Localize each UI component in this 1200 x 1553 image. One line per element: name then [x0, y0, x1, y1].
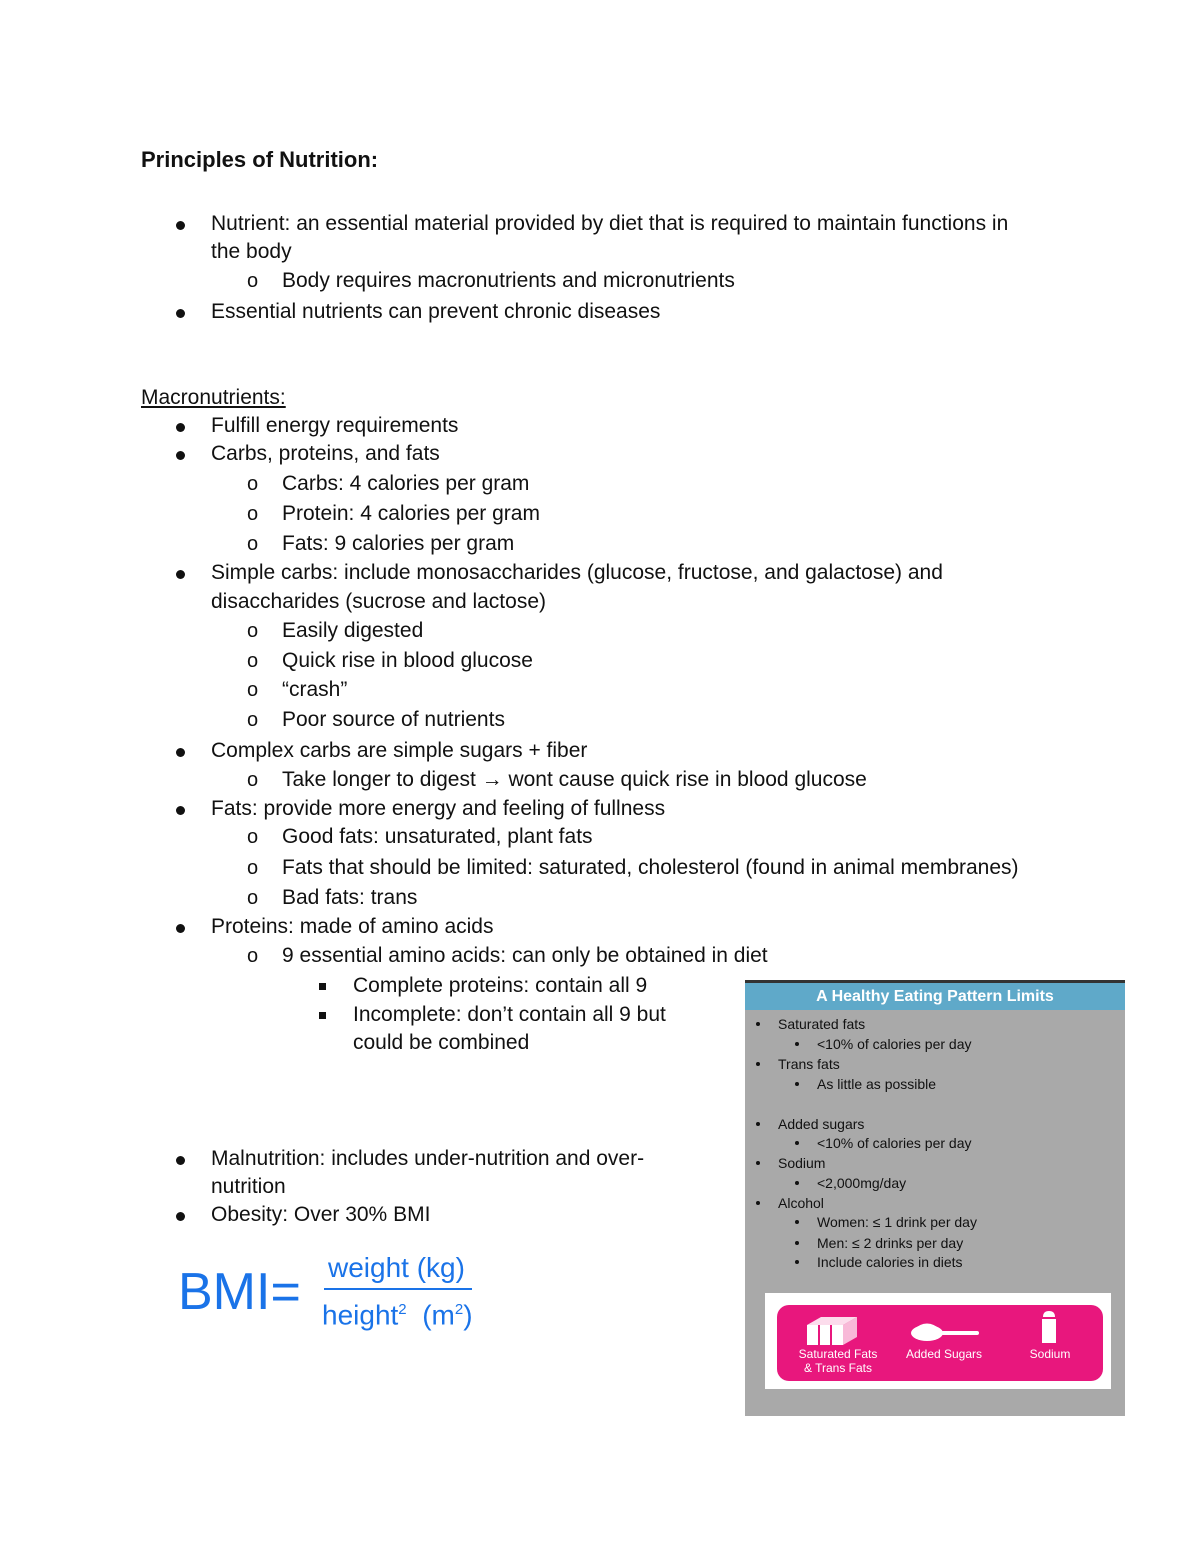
list-item: Obesity: Over 30% BMI	[211, 1203, 431, 1226]
panel-subitem: Women: ≤ 1 drink per day	[817, 1214, 977, 1230]
list-item: Fulfill energy requirements	[211, 414, 459, 437]
sub-bullet: o	[247, 270, 259, 292]
list-item: Fats: provide more energy and feeling of fullness	[211, 797, 666, 820]
bullet-dot	[795, 1181, 799, 1185]
bmi-den-unit-exp: 2	[454, 1301, 464, 1318]
bullet-dot	[795, 1141, 799, 1145]
sub-bullet: o	[247, 679, 259, 701]
bullet-dot	[756, 1062, 760, 1066]
limits-icon-bar	[777, 1305, 1103, 1381]
panel-subitem: <10% of calories per day	[817, 1135, 972, 1151]
list-item: Quick rise in blood glucose	[282, 649, 533, 672]
panel-subitem: As little as possible	[817, 1076, 937, 1092]
panel-subitem: Include calories in diets	[817, 1254, 963, 1270]
bullet-dot	[176, 924, 185, 933]
list-item: Carbs: 4 calories per gram	[282, 472, 530, 495]
list-item: Incomplete: don’t contain all 9 but	[353, 1003, 666, 1026]
list-item: Complete proteins: contain all 9	[353, 974, 648, 997]
sugar-spoon-icon	[909, 1319, 981, 1343]
icon-label-saturated-1: Saturated Fats	[798, 1347, 878, 1361]
butter-icon	[803, 1315, 867, 1347]
list-item: Proteins: made of amino acids	[211, 915, 494, 938]
bullet-dot	[176, 570, 185, 579]
bullet-dot	[795, 1241, 799, 1245]
panel-item: Added sugars	[778, 1116, 865, 1132]
sub-bullet: o	[247, 857, 259, 879]
bmi-denominator	[322, 1292, 473, 1333]
bmi-den-word: height	[322, 1299, 399, 1331]
list-item: Carbs, proteins, and fats	[211, 442, 440, 465]
list-item: Complex carbs are simple sugars + fiber	[211, 739, 588, 762]
sub-bullet: o	[247, 945, 259, 967]
icon-label-sodium: Sodium	[1029, 1347, 1071, 1361]
panel-subitem: <10% of calories per day	[817, 1036, 972, 1052]
list-item: Simple carbs: include monosaccharides (glucose, fructose, and galactose) and	[211, 561, 943, 584]
list-item: Good fats: unsaturated, plant fats	[282, 825, 593, 848]
bmi-den-unit-a: (m	[422, 1299, 455, 1331]
panel-heading: A Healthy Eating Pattern Limits	[745, 983, 1125, 1010]
icon-frame	[765, 1293, 1111, 1389]
list-item-nutrient: Nutrient: an essential material provided by diet that is required to maintain functions in	[211, 212, 1009, 235]
bullet-dot	[176, 423, 185, 432]
list-item-macro-micro: Body requires macronutrients and micronutrients	[282, 269, 735, 292]
sub-bullet: o	[247, 503, 259, 525]
bullet-dot	[176, 1212, 185, 1221]
panel-subitem: Men: ≤ 2 drinks per day	[817, 1235, 964, 1251]
sub-bullet: o	[247, 709, 259, 731]
panel-item: Sodium	[778, 1155, 826, 1171]
bullet-dot	[756, 1022, 760, 1026]
page-title: Principles of Nutrition:	[141, 147, 379, 172]
list-item: Fats: 9 calories per gram	[282, 532, 515, 555]
bullet-dot	[176, 309, 185, 318]
sub-bullet: o	[247, 620, 259, 642]
list-item: disaccharides (sucrose and lactose)	[211, 590, 546, 613]
list-item: nutrition	[211, 1175, 286, 1198]
bmi-numerator: weight (kg)	[328, 1252, 465, 1283]
bullet-dot	[795, 1220, 799, 1224]
list-item-essential: Essential nutrients can prevent chronic diseases	[211, 300, 661, 323]
list-item: Poor source of nutrients	[282, 708, 505, 731]
bullet-dot	[176, 221, 185, 230]
bullet-dot	[795, 1082, 799, 1086]
bullet-dot	[795, 1042, 799, 1046]
list-item-nutrient-cont: the body	[211, 240, 292, 263]
salt-shaker-icon	[1039, 1309, 1059, 1345]
sub-bullet: o	[247, 533, 259, 555]
list-item: Take longer to digest → wont cause quick rise in blood glucose	[282, 768, 867, 791]
bullet-dot	[756, 1122, 760, 1126]
list-item: 9 essential amino acids: can only be obtained in diet	[282, 944, 768, 967]
sub-bullet: o	[247, 473, 259, 495]
list-item: Easily digested	[282, 619, 424, 642]
list-item: Bad fats: trans	[282, 886, 418, 909]
bmi-formula-lhs: BMI=	[178, 1263, 301, 1321]
sub-bullet: o	[247, 887, 259, 909]
bullet-dot	[176, 748, 185, 757]
bullet-dot	[795, 1260, 799, 1264]
list-item: “crash”	[282, 678, 348, 701]
bmi-den-exp: 2	[398, 1301, 407, 1318]
sub-bullet: o	[247, 826, 259, 848]
list-item: could be combined	[353, 1031, 530, 1054]
sub-bullet: o	[247, 650, 259, 672]
list-item: Protein: 4 calories per gram	[282, 502, 540, 525]
panel-item: Alcohol	[778, 1195, 824, 1211]
icon-label-saturated-2: & Trans Fats	[803, 1361, 873, 1375]
bullet-dot	[756, 1161, 760, 1165]
bullet-dot	[176, 806, 185, 815]
list-item: Fats that should be limited: saturated, cholesterol (found in animal membranes)	[282, 856, 1019, 879]
fraction-bar	[324, 1288, 472, 1290]
healthy-eating-limits-panel	[745, 980, 1125, 1416]
sub-bullet: o	[247, 769, 259, 791]
icon-label-added-sugars: Added Sugars	[905, 1347, 983, 1361]
list-item: Malnutrition: includes under-nutrition and over-	[211, 1147, 645, 1170]
section-heading-macronutrients: Macronutrients:	[141, 386, 286, 409]
bullet-dot	[756, 1201, 760, 1205]
panel-item: Trans fats	[778, 1056, 840, 1072]
square-bullet	[319, 983, 326, 990]
panel-item: Saturated fats	[778, 1016, 866, 1032]
bullet-dot	[176, 451, 185, 460]
bullet-dot	[176, 1156, 185, 1165]
panel-subitem: <2,000mg/day	[817, 1175, 907, 1191]
bmi-den-unit-b: )	[463, 1299, 473, 1331]
square-bullet	[319, 1012, 326, 1019]
